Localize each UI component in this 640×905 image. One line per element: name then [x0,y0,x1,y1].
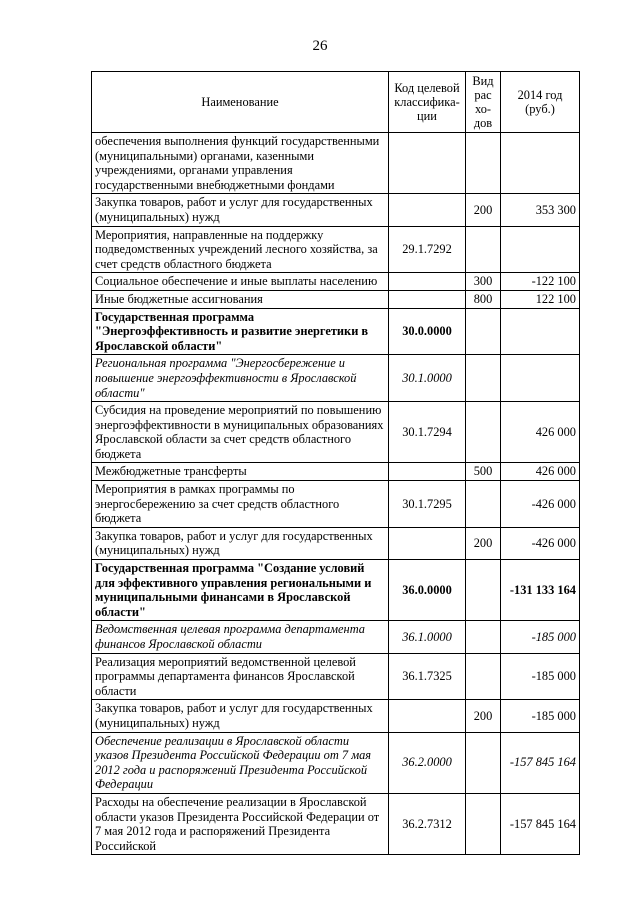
row-code-cell: 30.1.7294 [389,402,466,463]
table-row [92,700,580,732]
row-amount-cell [501,226,580,273]
row-code-cell [389,527,466,559]
row-amount-cell: -185 000 [501,653,580,700]
table-row [92,290,580,308]
row-code-cell [389,290,466,308]
row-kind-cell [466,621,501,653]
row-code-cell [389,194,466,226]
row-kind-cell [466,653,501,700]
row-kind-cell: 800 [466,290,501,308]
row-code-cell [389,273,466,291]
row-kind-cell [466,560,501,621]
header-amount: 2014 год (руб.) [501,72,580,133]
row-name-cell: Закупка товаров, работ и услуг для государственных (муниципальных) нужд [92,700,389,732]
row-kind-cell: 200 [466,700,501,732]
table-row [92,560,580,621]
row-kind-cell [466,133,501,194]
row-name-cell: Государственная программа "Создание условий для эффективного управления региональными и муниципальными финансами в Ярославской области" [92,560,389,621]
row-name-cell: Обеспечение реализации в Ярославской области указов Президента Российской Федерации от 7 мая 2012 года и распоряжений Президента Российской Федерации [92,732,389,793]
row-code-cell: 30.0.0000 [389,308,466,355]
header-name: Наименование [92,72,389,133]
row-amount-cell: -122 100 [501,273,580,291]
row-code-cell: 36.1.0000 [389,621,466,653]
table-row [92,527,580,559]
table-row [92,194,580,226]
row-amount-cell: -157 845 164 [501,793,580,854]
row-name-cell: обеспечения выполнения функций государственными (муниципальными) органами, казенными учреждениями, органами управления государственными внебюджетными фондами [92,133,389,194]
table-row [92,355,580,402]
page-number: 26 [312,38,328,54]
row-amount-cell: 426 000 [501,463,580,481]
row-name-cell: Мероприятия, направленные на поддержку подведомственных учреждений лесного хозяйства, за счет средств областного бюджета [92,226,389,273]
table-row [92,621,580,653]
row-amount-cell [501,133,580,194]
row-amount-cell: -426 000 [501,481,580,528]
table-row [92,226,580,273]
table-row [92,732,580,793]
table-row [92,481,580,528]
row-kind-cell: 500 [466,463,501,481]
row-code-cell [389,133,466,194]
row-code-cell: 36.2.0000 [389,732,466,793]
row-name-cell: Межбюджетные трансферты [92,463,389,481]
row-code-cell: 36.2.7312 [389,793,466,854]
row-amount-cell: -185 000 [501,700,580,732]
row-kind-cell [466,402,501,463]
table-row [92,133,580,194]
header-code: Код целевой классифика-ции [389,72,466,133]
row-amount-cell: 426 000 [501,402,580,463]
row-name-cell: Ведомственная целевая программа департамента финансов Ярославской области [92,621,389,653]
header-kind: Вид рас хо-дов [466,72,501,133]
row-amount-cell [501,355,580,402]
row-name-cell: Закупка товаров, работ и услуг для государственных (муниципальных) нужд [92,527,389,559]
row-name-cell: Мероприятия в рамках программы по энергосбережению за счет средств областного бюджета [92,481,389,528]
table-row [92,653,580,700]
row-code-cell: 29.1.7292 [389,226,466,273]
row-name-cell: Закупка товаров, работ и услуг для государственных (муниципальных) нужд [92,194,389,226]
table-row [92,402,580,463]
row-amount-cell: -131 133 164 [501,560,580,621]
row-name-cell: Региональная программа "Энергосбережение и повышение энергоэффективности в Ярославской области" [92,355,389,402]
row-kind-cell [466,793,501,854]
row-code-cell [389,463,466,481]
row-name-cell: Государственная программа "Энергоэффективность и развитие энергетики в Ярославской области" [92,308,389,355]
row-kind-cell [466,226,501,273]
row-code-cell: 30.1.0000 [389,355,466,402]
row-kind-cell [466,308,501,355]
row-name-cell: Расходы на обеспечение реализации в Ярославской области указов Президента Российской Федерации от 7 мая 2012 года и распоряжений Президента Российской [92,793,389,854]
row-kind-cell: 300 [466,273,501,291]
row-amount-cell [501,308,580,355]
row-amount-cell: 122 100 [501,290,580,308]
row-name-cell: Реализация мероприятий ведомственной целевой программы департамента финансов Ярославской области [92,653,389,700]
row-amount-cell: -185 000 [501,621,580,653]
row-kind-cell [466,732,501,793]
row-kind-cell: 200 [466,527,501,559]
table-row [92,308,580,355]
row-code-cell [389,700,466,732]
table-row [92,463,580,481]
row-amount-cell: -157 845 164 [501,732,580,793]
row-kind-cell [466,355,501,402]
row-code-cell: 36.1.7325 [389,653,466,700]
table-row [92,793,580,854]
row-kind-cell: 200 [466,194,501,226]
row-name-cell: Субсидия на проведение мероприятий по повышению энергоэффективности в муниципальных образованиях Ярославской области за счет средств областного бюджета [92,402,389,463]
table-body [92,133,580,855]
row-name-cell: Социальное обеспечение и иные выплаты населению [92,273,389,291]
row-name-cell: Иные бюджетные ассигнования [92,290,389,308]
table-row [92,273,580,291]
row-amount-cell: 353 300 [501,194,580,226]
row-code-cell: 36.0.0000 [389,560,466,621]
row-amount-cell: -426 000 [501,527,580,559]
row-kind-cell [466,481,501,528]
table-header [92,72,580,133]
budget-table [91,71,580,855]
row-code-cell: 30.1.7295 [389,481,466,528]
